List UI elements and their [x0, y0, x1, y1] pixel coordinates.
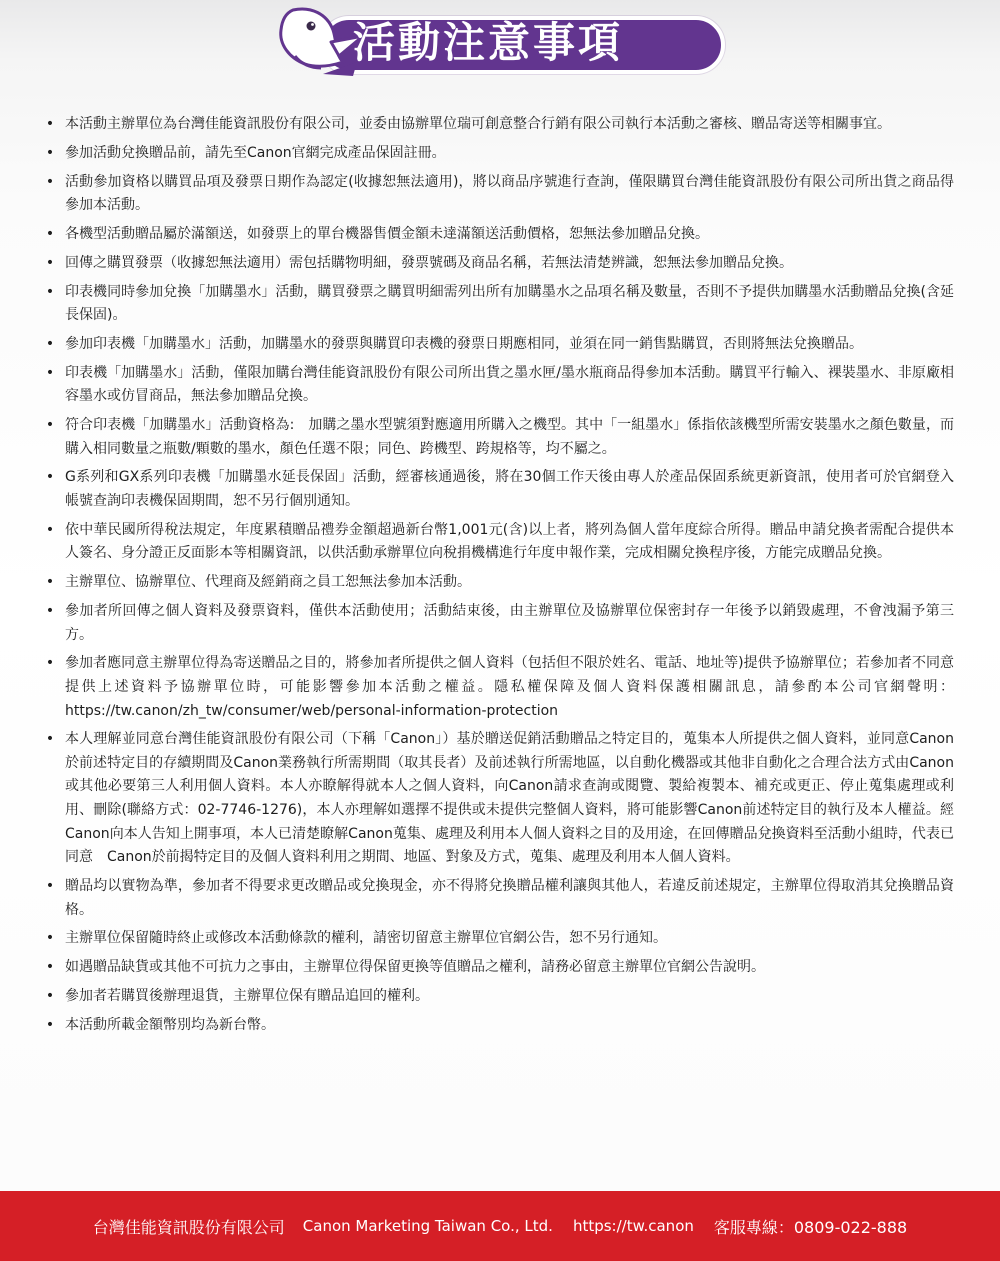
footer-website-link[interactable]: https://tw.canon — [572, 1217, 694, 1235]
notice-text: 本活動主辦單位為台灣佳能資訊股份有限公司，並委由協辦單位瑞可創意整合行銷有限公司執行本活動之審核、贈品寄送等相關事宜。 — [65, 116, 891, 132]
notice-item — [44, 1014, 954, 1038]
notice-text: 依中華民國所得稅法規定，年度累積贈品禮券金額超過新台幣1,001元(含)以上者，將列為個人當年度綜合所得。贈品申請兌換者需配合提供本人簽名、身分證正反面影本等相關資訊，以供活動承辦單位向稅捐機構進行年度申報作業，完成相關兌換程序後，方能完成贈品兌換。 — [65, 521, 954, 562]
notice-item — [44, 875, 954, 922]
bullet-icon: • — [45, 1016, 55, 1033]
notice-text: 參加印表機「加購墨水」活動，加購墨水的發票與購買印表機的發票日期應相同，並須在同一銷售點購買，否則將無法兌換贈品。 — [65, 335, 863, 352]
bullet-icon: • — [45, 878, 55, 895]
notice-text: 本人理解並同意台灣佳能資訊股份有限公司（下稱「Canon」）基於贈送促銷活動贈品之特定目的，蒐集本人所提供之個人資料，並同意Canon於前述特定目的存續期間及Canon業務執行所需期間（取其長者）及前述執行所需地區，以自動化機器或其他非自動化之合理合法方式由Canon或其他必要第三人利用個人資料。本人亦瞭解得就本人之個人資料，向Canon請求查詢或閱覽、製給複製本、補充或更正、停止蒐集處理或利用、刪除(聯絡方式：02-7746-1276)，本人亦理解如選擇不提供或未提供完整個人資料，將可能影響Canon前述特定目的執行及本人權益。經Canon向本人告知上開事項，本人已清楚瞭解Canon蒐集、處理及利用本人個人資料之目的及用途，在回傳贈品兌換資料至活動小組時，代表已同意 Canon於前揭特定目的及個人資料利用之期間、地區、對象及方式，蒐集、處理及利用本人個人資料。 — [65, 731, 954, 866]
notice-item — [44, 362, 954, 409]
notice-item — [44, 927, 954, 951]
bullet-icon: • — [45, 335, 55, 352]
notice-item — [44, 252, 954, 276]
notice-text: 參加者若購買後辦理退貨，主辦單位保有贈品追回的權利。 — [65, 987, 429, 1004]
bullet-icon: • — [45, 959, 55, 976]
notice-text: 參加者應同意主辦單位得為寄送贈品之目的，將參加者所提供之個人資料（包括但不限於姓名、電話、地址等)提供予協辦單位；若參加者不同意提供上述資料予協辦單位時，可能影響參加本活動之權益。隱私權保障及個人資料保護相關訊息，請參酌本公司官網聲明：https://tw.canon/zh_tw/consumer/web/personal-information-protection — [65, 655, 954, 719]
notice-item — [44, 600, 954, 647]
bullet-icon: • — [45, 930, 55, 947]
notice-item — [44, 171, 954, 218]
notice-text: 參加者所回傳之個人資料及發票資料，僅供本活動使用；活動結束後，由主辦單位及協辦單位保密封存一年後予以銷毀處理，不會洩漏予第三方。 — [65, 602, 954, 643]
notice-item — [44, 281, 954, 328]
bullet-icon: • — [45, 417, 55, 434]
footer-service-hotline: 客服專線：0809-022-888 — [713, 1217, 908, 1237]
notice-item — [44, 414, 954, 461]
notice-text: 本活動所載金額幣別均為新台幣。 — [65, 1016, 275, 1033]
bullet-icon: • — [45, 574, 55, 591]
notice-text: 如遇贈品缺貨或其他不可抗力之事由，主辦單位得保留更換等值贈品之權利，請務必留意主辦單位官網公告說明。 — [65, 959, 765, 976]
notice-item — [44, 571, 954, 595]
notice-text: 符合印表機「加購墨水」活動資格為: 加購之墨水型號須對應適用所購入之機型。其中「一組墨水」係指依該機型所需安裝墨水之顏色數量，而購入相同數量之瓶數/顆數的墨水，顏色任選不限；同色、跨機型、跨規格等，均不屬之。 — [65, 417, 954, 457]
notice-item — [44, 652, 954, 723]
footer-company-zh: 台灣佳能資訊股份有限公司 — [92, 1217, 285, 1237]
bullet-icon: • — [45, 655, 55, 672]
notice-text: 各機型活動贈品屬於滿額送，如發票上的單台機器售價金額未達滿額送活動價格，恕無法參加贈品兌換。 — [65, 225, 709, 242]
bullet-icon: • — [45, 144, 55, 161]
notice-item — [44, 728, 954, 870]
notice-item — [44, 985, 954, 1009]
bullet-icon: • — [45, 254, 55, 271]
notice-item — [44, 333, 954, 357]
notice-text: 印表機同時參加兌換「加購墨水」活動，購買發票之購買明細需列出所有加購墨水之品項名稱及數量，否則不予提供加購墨水活動贈品兌換(含延長保固)。 — [65, 283, 954, 324]
notice-text: 主辦單位保留隨時終止或修改本活動條款的權利，請密切留意主辦單位官網公告，恕不另行通知。 — [65, 930, 667, 947]
notice-list — [44, 113, 954, 1043]
notice-text: G系列和GX系列印表機「加購墨水延長保固」活動，經審核通過後，將在30個工作天後由專人於產品保固系統更新資訊，使用者可於官網登入帳號查詢印表機保固期間，恕不另行個別通知。 — [65, 469, 954, 509]
notice-item — [44, 466, 954, 513]
notice-text: 參加活動兌換贈品前，請先至Canon官網完成產品保固註冊。 — [65, 144, 446, 161]
bullet-icon: • — [45, 602, 55, 619]
bullet-icon: • — [45, 225, 55, 242]
notice-item — [44, 519, 954, 566]
footer-bar — [0, 1191, 1000, 1261]
bullet-icon: • — [45, 731, 55, 748]
bullet-icon: • — [45, 364, 55, 381]
bullet-icon: • — [45, 283, 55, 300]
bullet-icon: • — [45, 987, 55, 1004]
footer-company-en: Canon Marketing Taiwan Co., Ltd. — [302, 1217, 553, 1235]
bullet-icon: • — [45, 173, 55, 190]
bullet-icon: • — [45, 469, 55, 486]
notice-item — [44, 113, 954, 137]
page-header — [265, 2, 735, 84]
notice-item — [44, 956, 954, 980]
notice-item — [44, 223, 954, 247]
notice-text: 活動參加資格以購買品項及發票日期作為認定(收據恕無法適用)，將以商品序號進行查詢，僅限購買台灣佳能資訊股份有限公司所出貨之商品得參加本活動。 — [65, 173, 954, 214]
notice-text: 贈品均以實物為準，參加者不得要求更改贈品或兌換現金，亦不得將兌換贈品權利讓與其他人，若違反前述規定，主辦單位得取消其兌換贈品資格。 — [65, 878, 954, 918]
notice-text: 回傳之購買發票（收據恕無法適用）需包括購物明細，發票號碼及商品名稱，若無法清楚辨識，恕無法參加贈品兌換。 — [65, 254, 793, 271]
page-title: 活動注意事項 — [353, 18, 624, 67]
bullet-icon: • — [45, 521, 55, 538]
bullet-icon: • — [45, 116, 55, 132]
notice-item — [44, 142, 954, 166]
notice-text: 印表機「加購墨水」活動，僅限加購台灣佳能資訊股份有限公司所出貨之墨水匣/墨水瓶商品得參加本活動。購買平行輸入、裸裝墨水、非原廠相容墨水或仿冒商品，無法參加贈品兌換。 — [65, 364, 954, 405]
notice-text: 主辦單位、協辦單位、代理商及經銷商之員工恕無法參加本活動。 — [65, 574, 471, 591]
